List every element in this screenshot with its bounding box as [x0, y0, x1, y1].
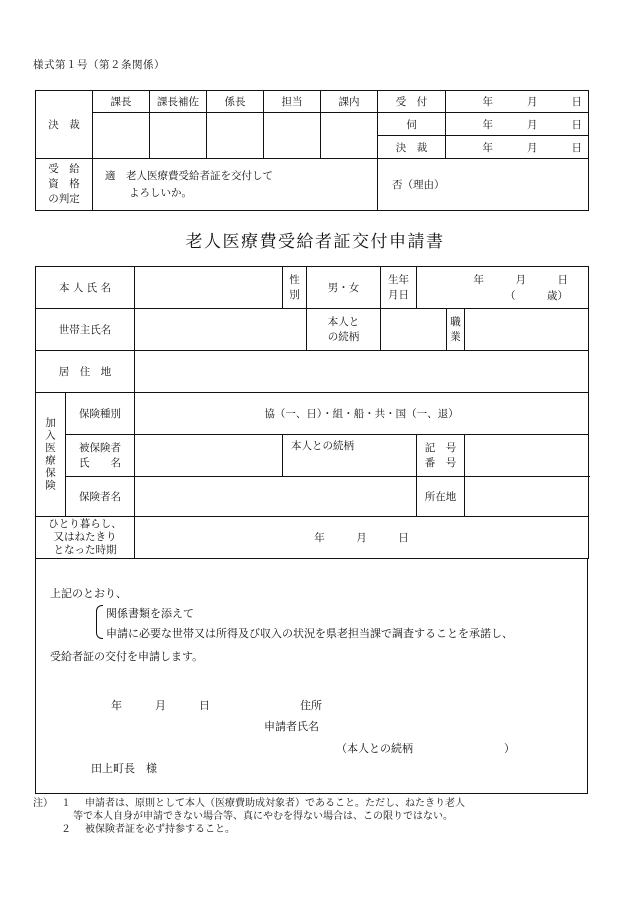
- note-1-number: １: [61, 798, 71, 809]
- note-1-line-2: 等で本人自身が申請できない場合等、真にやむを得ない場合は、この限りではない。: [73, 811, 453, 822]
- approve-text-2: よろしいか。: [129, 186, 192, 199]
- symbol-label: 記 号 番 号: [417, 435, 465, 477]
- occupation-field[interactable]: [465, 309, 589, 351]
- note-2-text: 被保険者証を必ず持参すること。: [85, 824, 235, 835]
- approve-text-1: 適 老人医療費受給者証を交付して: [105, 169, 273, 182]
- relation-field[interactable]: [381, 309, 447, 351]
- age-value: （ 歳）: [505, 289, 569, 302]
- alone-label: ひとり暮らし、 又はねたきり となった時期: [36, 517, 135, 559]
- request-text: 受給者証の交付を申請します。: [50, 650, 204, 663]
- application-date[interactable]: 年 月 日: [111, 699, 210, 712]
- insured-label: 被保険者 氏 名: [66, 435, 135, 477]
- intro-text: 上記のとおり、: [50, 587, 127, 600]
- stamp-kakaricho[interactable]: [207, 113, 264, 159]
- alone-date-field[interactable]: 年 月 日: [135, 517, 589, 559]
- ins-type-label: 保険種別: [66, 393, 135, 435]
- application-statement-box: [35, 558, 588, 794]
- option-2-text: 申請に必要な世帯又は所得及び収入の状況を県老担当課で調査することを承諾し、: [106, 627, 513, 640]
- location-field[interactable]: [465, 477, 589, 517]
- address-label: 居 住 地: [36, 351, 135, 393]
- birth-date: 年 月 日: [473, 273, 569, 286]
- approve-box[interactable]: [93, 159, 378, 211]
- applicant-address-label: 住所: [300, 699, 322, 712]
- stamp-kacho[interactable]: [93, 113, 150, 159]
- applicant-relation-label: （本人との続柄: [336, 742, 413, 755]
- application-form-table: [35, 266, 589, 559]
- householder-label: 世帯主氏名: [36, 309, 135, 351]
- approval-table: [35, 90, 589, 211]
- applicant-relation-close: ）: [504, 742, 515, 755]
- insurer-label: 保険者名: [66, 477, 135, 517]
- sex-field[interactable]: 男・女: [307, 267, 381, 309]
- step-kessai-date[interactable]: 年 月 日: [446, 136, 589, 159]
- insured-relation-label: 本人との続柄: [291, 440, 355, 452]
- role-tanto: 担当: [264, 91, 321, 113]
- name-field[interactable]: [135, 267, 283, 309]
- stamp-kanai[interactable]: [321, 113, 378, 159]
- role-kanai: 課内: [321, 91, 378, 113]
- option-1-text: 関係書類を添えて: [106, 607, 194, 620]
- reject-box[interactable]: [378, 159, 589, 211]
- location-label: 所在地: [417, 477, 465, 517]
- insurer-field[interactable]: [135, 477, 417, 517]
- document-title: 老人医療費受給者証交付申請書: [185, 232, 445, 252]
- option-brace: [96, 605, 103, 639]
- sex-label: 性 別: [283, 267, 307, 309]
- symbol-field[interactable]: [465, 435, 589, 477]
- role-hosa: 課長補佐: [150, 91, 207, 113]
- stamp-tanto[interactable]: [264, 113, 321, 159]
- role-kakaricho: 係長: [207, 91, 264, 113]
- step-kessai-label: 決 裁: [378, 136, 446, 159]
- address-field[interactable]: [135, 351, 589, 393]
- householder-field[interactable]: [135, 309, 307, 351]
- applicant-name-label: 申請者氏名: [264, 720, 319, 733]
- judgment-label: 受 給 資 格 の判定: [36, 159, 93, 211]
- insured-relation[interactable]: [283, 435, 417, 477]
- reject-label: 否（理由）: [392, 179, 445, 191]
- insured-field[interactable]: [135, 435, 283, 477]
- step-uketsuke-label: 受 付: [378, 91, 446, 113]
- birth-label: 生年 月日: [381, 267, 417, 309]
- step-ukagai-date[interactable]: 年 月 日: [446, 113, 589, 136]
- relation-label: 本人と の続柄: [307, 309, 381, 351]
- role-kacho: 課長: [93, 91, 150, 113]
- addressee: 田上町長 様: [91, 762, 157, 775]
- note-2-number: ２: [61, 824, 71, 835]
- stamp-hosa[interactable]: [150, 113, 207, 159]
- form-number: 様式第１号（第２条関係）: [33, 59, 165, 71]
- kessai-label: 決 裁: [36, 91, 93, 159]
- step-ukagai-label: 伺: [378, 113, 446, 136]
- ins-type-field[interactable]: 協（一、日）・組・船・共・国（一、退）: [135, 393, 589, 435]
- insurance-group-label: 加入医療保険: [36, 393, 66, 517]
- occupation-label: 職 業: [447, 309, 465, 351]
- step-uketsuke-date[interactable]: 年 月 日: [446, 91, 589, 113]
- birth-field[interactable]: [417, 267, 589, 309]
- note-1-line-1: 申請者は、原則として本人（医療費助成対象者）であること。ただし、ねたきり老人: [85, 798, 465, 809]
- name-label: 本 人 氏 名: [36, 267, 135, 309]
- notes-prefix: 注）: [33, 798, 53, 809]
